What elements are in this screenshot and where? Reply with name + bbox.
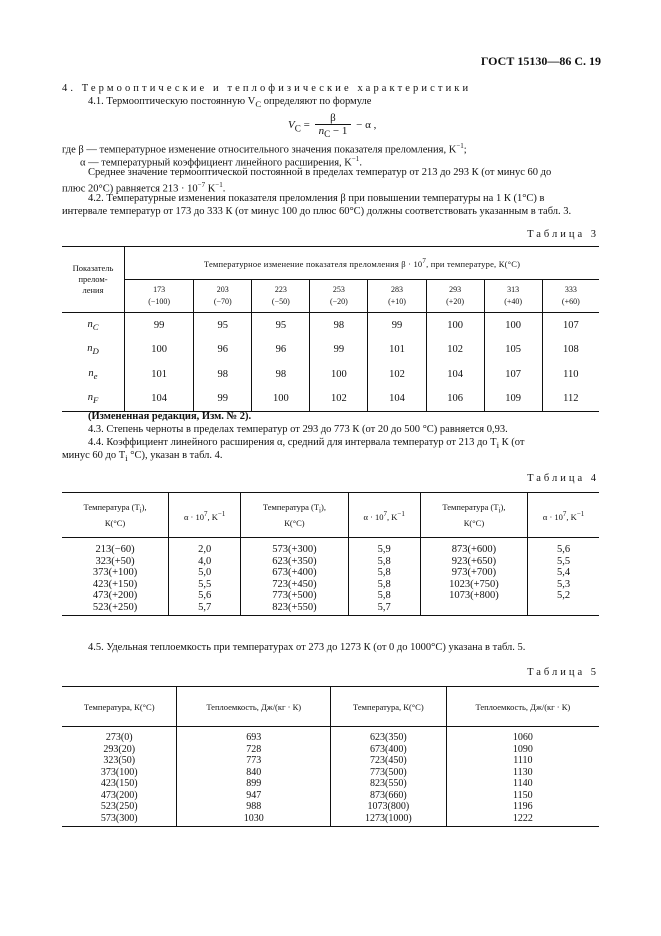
table-row: $n_F$ 104 99 100 102 104 106 109 112 — [62, 387, 599, 412]
formula: $V_C$ = $\frac{\beta}{n_C - 1}$ − α , — [288, 112, 377, 140]
paragraph-4-2-line1: 4.2. Температурные изменения показателя преломления β при повышении температуры на 1 К (1°C) в — [88, 193, 545, 204]
avg-paragraph-line1: Среднее значение термооптической постоянной в пределах температур от 213 до 293 К (от минус 60 до — [88, 167, 552, 178]
temp-header: 313 (+40) — [484, 280, 542, 313]
paragraph-4-5: 4.5. Удельная теплоемкость при температурах от 273 до 1273 К (от 0 до 1000°C) указана в табл. 5. — [88, 642, 526, 653]
temp-header: 253 (−20) — [310, 280, 368, 313]
alpha-column: 5,6 5,5 5,4 5,3 5,2 — [528, 538, 599, 616]
table-3 — [62, 246, 599, 412]
temp-header: 283 (+10) — [368, 280, 426, 313]
table-row: $n_D$ 100 96 96 99 101 102 105 108 — [62, 338, 599, 363]
paragraph-4-1: 4.1. Термооптическую постоянную $V_C$ определяют по формуле — [88, 96, 372, 110]
heat-column: 693 728 773 840 899 947 988 1030 — [177, 727, 331, 827]
temp-header: 223 (−50) — [252, 280, 310, 313]
changed-note: (Измененная редакция, Изм. № 2). — [88, 411, 252, 422]
temp-column: 623(350) 673(400) 723(450) 773(500) 823(550) 873(660) 1073(800) 1273(1000) — [330, 727, 446, 827]
temp-column: 273(0) 293(20) 323(50) 373(100) 423(150) 473(200) 523(250) 573(300) — [62, 727, 177, 827]
table-4-caption: Таблица 4 — [527, 473, 599, 484]
row-header: Показатель прелом- ления — [62, 247, 125, 313]
alpha-col-header: $\alpha \cdot 10^7$, $K^{-1}$ — [528, 493, 599, 538]
heat-col-header: Теплоемкость, Дж/(кг · К) — [446, 687, 599, 727]
table-5-caption: Таблица 5 — [527, 667, 599, 678]
section-4-title: 4. Термооптические и теплофизические характеристики — [62, 83, 472, 94]
table-4 — [62, 492, 599, 616]
table-5 — [62, 686, 599, 827]
paragraph-4-4-line1: 4.4. Коэффициент линейного расширения α, средний для интервала температур от 213 до $T_i$ К (от — [88, 437, 525, 451]
temp-column: 873(+600) 923(+650) 973(+700) 1023(+750) 1073(+800) — [420, 538, 527, 616]
group-header: Температурное изменение показателя преломления $\beta \cdot 10^7$, при температуре, К(°C) — [125, 247, 600, 280]
page-header: ГОСТ 15130—86 С. 19 — [480, 54, 601, 68]
temp-header: 173 (−100) — [125, 280, 194, 313]
temp-header: 333 (+60) — [542, 280, 599, 313]
temp-col-header: Температура, К(°C) — [330, 687, 446, 727]
where-alpha: α — температурный коэффициент линейного расширения, $K^{-1}$. — [80, 155, 362, 169]
temp-col-header: Температура, К(°C) — [62, 687, 177, 727]
formula-fraction: $\frac{\beta}{n_C - 1}$ — [315, 112, 352, 139]
heat-column: 1060 1090 1110 1130 1140 1150 1196 1222 — [446, 727, 599, 827]
temp-col-header: Температура $(T_i)$, К(°C) — [62, 493, 169, 538]
paragraph-4-2-line2: интервале температур от 173 до 333 К (от минус 100 до плюс 60°C) должны соответствовать указанным в табл. 3. — [62, 206, 572, 217]
heat-col-header: Теплоемкость, Дж/(кг · К) — [177, 687, 331, 727]
temp-column: 213(−60) 323(+50) 373(+100) 423(+150) 473(+200) 523(+250) — [62, 538, 169, 616]
temp-header: 293 (+20) — [426, 280, 484, 313]
alpha-col-header: $\alpha \cdot 10^7$, $K^{-1}$ — [348, 493, 420, 538]
table-row: $n_e$ 101 98 98 100 102 104 107 110 — [62, 362, 599, 387]
temp-header: 203 (−70) — [194, 280, 252, 313]
avg-paragraph-line2: плюс 20°C) равняется $213 \cdot 10^{-7}$ $K^{-1}$. — [62, 181, 226, 195]
table-row: $n_C$ 99 95 95 98 99 100 100 107 — [62, 313, 599, 338]
temp-col-header: Температура $(T_i)$, К(°C) — [241, 493, 348, 538]
where-beta: где β — температурное изменение относительного значения показателя преломления, $K^{-1}$; — [62, 142, 467, 156]
alpha-column: 5,9 5,8 5,8 5,8 5,8 5,7 — [348, 538, 420, 616]
temp-column: 573(+300) 623(+350) 673(+400) 723(+450) 773(+500) 823(+550) — [241, 538, 348, 616]
alpha-col-header: $\alpha \cdot 10^7$, $K^{-1}$ — [169, 493, 241, 538]
temp-col-header: Температура $(T_i)$, К(°C) — [420, 493, 527, 538]
table-3-caption: Таблица 3 — [527, 229, 599, 240]
paragraph-4-4-line2: минус 60 до $T_i$ °C), указан в табл. 4. — [62, 450, 223, 464]
paragraph-4-3: 4.3. Степень черноты в пределах температур от 293 до 773 К (от 20 до 500 °C) равняется 0,93. — [88, 424, 508, 435]
alpha-column: 2,0 4,0 5,0 5,5 5,6 5,7 — [169, 538, 241, 616]
